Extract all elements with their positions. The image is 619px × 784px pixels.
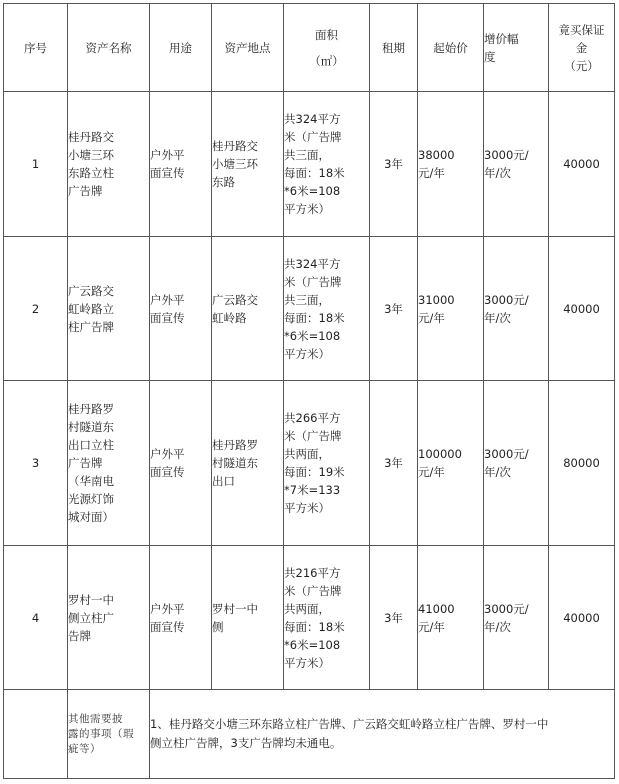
note-label-line: 露的事项（瑕: [68, 727, 134, 740]
cell-line: 共三面，: [284, 148, 330, 162]
cell-line: 平方米）: [284, 346, 330, 361]
table-row: [4, 381, 615, 546]
cell-line: 面宣传: [150, 465, 185, 479]
cell-line: *6米=108: [284, 328, 341, 343]
cell-line: 桂丹路罗: [212, 438, 258, 452]
note-text-line: 侧立柱广告牌，3支广告牌均未通电。: [150, 736, 342, 750]
cell-line: 侧立柱广: [68, 610, 114, 625]
cell-use: [150, 381, 212, 546]
cell-line: 元/年: [418, 310, 445, 325]
cell-area: [284, 381, 370, 546]
cell-use: [150, 546, 212, 690]
cell-line: 平方米）: [284, 202, 330, 216]
cell-line: 小塘三环: [68, 148, 114, 162]
cell-line: 面宣传: [150, 619, 185, 634]
cell-line: 3000元/: [484, 601, 529, 616]
cell-line: 面宣传: [150, 166, 185, 180]
cell-line: 平方米）: [284, 501, 330, 515]
cell-name: [68, 381, 150, 546]
header-term: 租期: [370, 4, 418, 92]
cell-line: 每面：18米: [284, 619, 345, 634]
cell-line: 户外平: [150, 601, 185, 616]
cell-line: *6米=108: [284, 184, 341, 198]
cell-line: 出口立柱: [68, 438, 114, 452]
cell-line: 告牌: [68, 628, 91, 643]
cell-name: [68, 237, 150, 381]
cell-line: 面宣传: [150, 310, 185, 325]
cell-line: *6米=108: [284, 637, 341, 652]
cell-area: [284, 92, 370, 237]
cell-line: 城对面）: [68, 510, 114, 524]
cell-line: 米（广告牌: [284, 583, 342, 598]
cell-line: 共216平方: [284, 565, 341, 580]
cell-line: 户外平: [150, 447, 185, 461]
cell-deposit: 80000: [549, 381, 615, 546]
note-label: [68, 690, 150, 779]
cell-line: 平方米）: [284, 655, 330, 670]
cell-line: 年/次: [484, 310, 511, 325]
cell-area: [284, 237, 370, 381]
cell-line: 每面：18米: [284, 310, 345, 325]
header-seq: 序号: [4, 4, 68, 92]
cell-line: 广云路交: [68, 283, 114, 298]
cell-line: 罗村一中: [212, 601, 258, 616]
cell-name: [68, 546, 150, 690]
note-row: [4, 690, 615, 779]
cell-line: 31000: [418, 292, 455, 307]
header-increment-line: 度: [484, 49, 496, 64]
cell-location: [212, 92, 284, 237]
cell-start-price: [418, 237, 484, 381]
cell-location: [212, 546, 284, 690]
cell-line: 每面：18米: [284, 166, 345, 180]
cell-line: 3000元/: [484, 148, 529, 162]
header-row: [4, 4, 615, 92]
note-label-line: 其他需要披: [68, 712, 123, 725]
cell-seq: 1: [4, 92, 68, 237]
cell-line: 米（广告牌: [284, 130, 342, 144]
cell-term: 3年: [370, 381, 418, 546]
cell-line: 村隧道东: [68, 420, 114, 434]
cell-name: [68, 92, 150, 237]
cell-seq: 3: [4, 381, 68, 546]
header-area: [284, 4, 370, 92]
cell-line: 户外平: [150, 292, 185, 307]
header-increment: [484, 4, 549, 92]
header-name: 资产名称: [68, 4, 150, 92]
cell-line: 年/次: [484, 619, 511, 634]
cell-line: 广告牌: [68, 456, 103, 470]
cell-use: [150, 237, 212, 381]
cell-line: 38000: [418, 148, 455, 162]
table-row: [4, 237, 615, 381]
header-deposit-line: 金: [575, 40, 588, 55]
cell-start-price: [418, 381, 484, 546]
cell-location: [212, 381, 284, 546]
cell-line: 侧: [212, 619, 224, 634]
cell-line: 桂丹路罗: [68, 402, 114, 416]
cell-line: 元/年: [418, 619, 445, 634]
header-use: 用途: [150, 4, 212, 92]
cell-line: 41000: [418, 601, 455, 616]
cell-start-price: [418, 92, 484, 237]
cell-line: 每面：19米: [284, 465, 345, 479]
cell-line: 虹岭路: [212, 310, 247, 325]
cell-line: 户外平: [150, 148, 185, 162]
header-deposit: [549, 4, 615, 92]
header-start-price: 起始价: [418, 4, 484, 92]
table-row: [4, 92, 615, 237]
cell-line: 元/年: [418, 465, 445, 479]
cell-line: 虹岭路立: [68, 301, 114, 316]
cell-line: 广云路交: [212, 292, 258, 307]
cell-term: 3年: [370, 237, 418, 381]
cell-deposit: 40000: [549, 237, 615, 381]
cell-area: [284, 546, 370, 690]
cell-line: 东路立柱: [68, 166, 114, 180]
cell-term: 3年: [370, 546, 418, 690]
cell-line: 3000元/: [484, 292, 529, 307]
cell-seq: 2: [4, 237, 68, 381]
cell-increment: [484, 546, 549, 690]
cell-line: 出口: [212, 474, 235, 488]
note-label-line: 疵等）: [68, 742, 101, 755]
cell-location: [212, 237, 284, 381]
cell-line: *7米=133: [284, 483, 341, 497]
cell-line: 元/年: [418, 166, 445, 180]
cell-term: 3年: [370, 92, 418, 237]
header-location: 资产地点: [212, 4, 284, 92]
header-area-unit: （㎡）: [309, 53, 344, 68]
cell-line: 小塘三环: [212, 157, 258, 171]
cell-line: 共两面，: [284, 447, 330, 461]
cell-line: 米（广告牌: [284, 274, 342, 289]
note-text: [150, 690, 615, 779]
header-increment-line: 增价幅: [484, 31, 519, 46]
cell-use: [150, 92, 212, 237]
asset-table: [3, 3, 615, 779]
cell-line: 东路: [212, 175, 235, 189]
cell-line: 共三面，: [284, 292, 330, 307]
cell-deposit: 40000: [549, 92, 615, 237]
note-spacer: [4, 690, 68, 779]
cell-line: 共324平方: [284, 112, 341, 126]
cell-line: 共266平方: [284, 411, 341, 425]
cell-line: 广告牌: [68, 184, 103, 198]
header-deposit-line: 竟买保证: [558, 22, 605, 37]
cell-line: 柱广告牌: [68, 319, 114, 334]
cell-line: 年/次: [484, 465, 511, 479]
cell-line: 桂丹路交: [212, 139, 258, 153]
cell-line: 3000元/: [484, 447, 529, 461]
cell-line: 100000: [418, 447, 462, 461]
cell-line: 共两面，: [284, 601, 330, 616]
cell-line: 共324平方: [284, 256, 341, 271]
header-deposit-line: （元）: [564, 58, 599, 73]
cell-seq: 4: [4, 546, 68, 690]
cell-increment: [484, 237, 549, 381]
note-text-line: 1、桂丹路交小塘三环东路立柱广告牌、广云路交虹岭路立柱广告牌、罗村一中: [150, 717, 549, 731]
cell-line: 桂丹路交: [68, 130, 114, 144]
cell-line: 米（广告牌: [284, 429, 342, 443]
cell-start-price: [418, 546, 484, 690]
cell-deposit: 40000: [549, 546, 615, 690]
cell-increment: [484, 381, 549, 546]
cell-increment: [484, 92, 549, 237]
header-area-line: 面积: [315, 27, 338, 42]
cell-line: （华南电: [68, 474, 114, 488]
cell-line: 村隧道东: [212, 456, 258, 470]
table-row: [4, 546, 615, 690]
cell-line: 光源灯饰: [68, 492, 114, 506]
cell-line: 罗村一中: [68, 592, 114, 607]
cell-line: 年/次: [484, 166, 511, 180]
